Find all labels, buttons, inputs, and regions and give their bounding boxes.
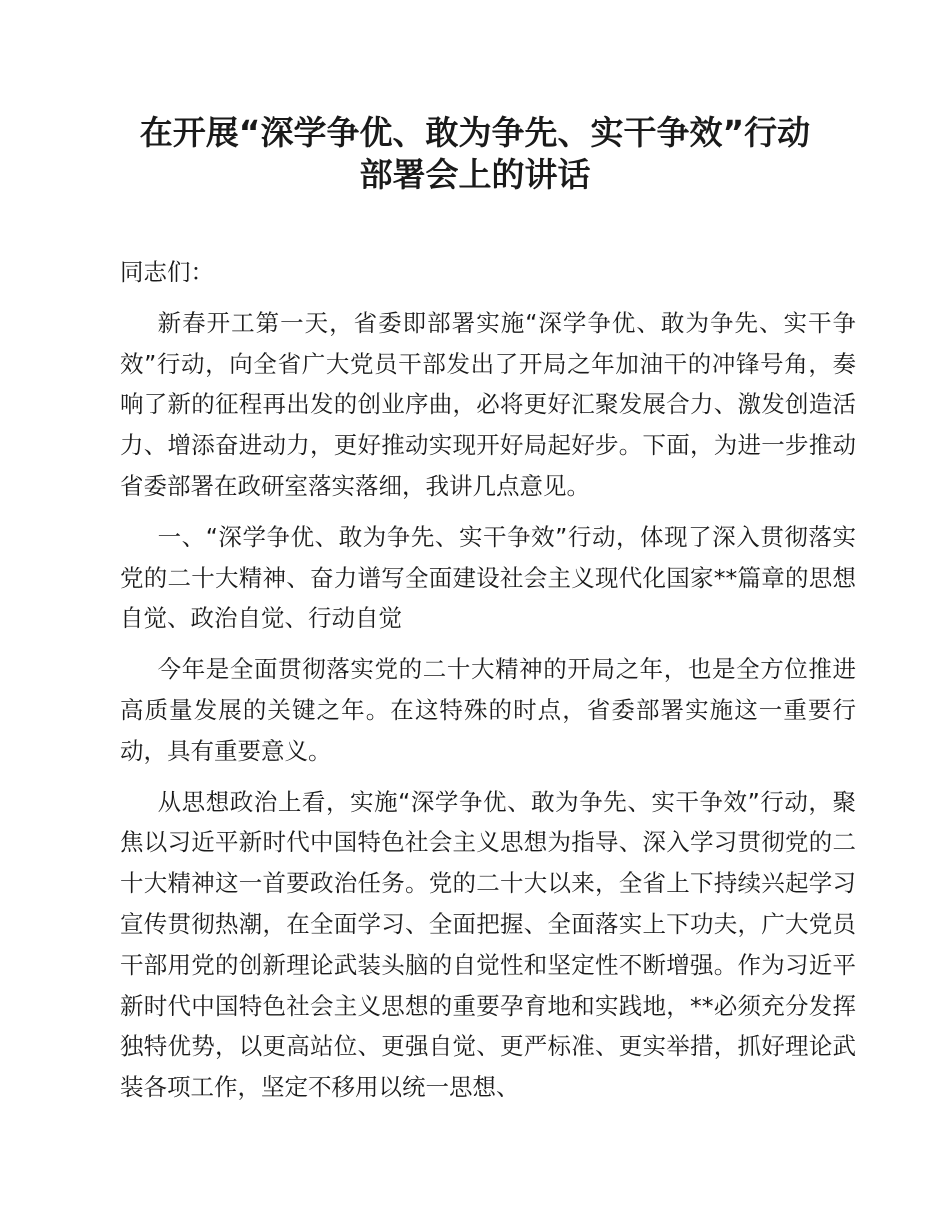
document-title-line-1: 在开展“深学争优、敢为争先、实干争效”行动 xyxy=(139,113,811,152)
paragraph-context: 今年是全面贯彻落实党的二十大精神的开局之年，也是全方位推进高质量发展的关键之年。在这特殊的时点，省委部署实施这一重要行动，具有重要意义。 xyxy=(120,655,856,765)
paragraph-political: 从思想政治上看，实施“深学争优、敢为争先、实干争效”行动，聚焦以习近平新时代中国特色社会主义思想为指导、深入学习贯彻党的二十大精神这一首要政治任务。党的二十大以来，全省上下持续兴起学习宣传贯彻热潮，在全面学习、全面把握、全面落实上下功夫，广大党员干部用党的创新理论武装头脑的自觉性和坚定性不断增强。作为习近平新时代中国特色社会主义思想的重要孕育地和实践地，**必须充分发挥独特优势，以更高站位、更强自觉、更严标准、更实举措，抓好理论武装各项工作，坚定不移用以统一思想、 xyxy=(120,787,856,1102)
paragraph-intro: 新春开工第一天，省委即部署实施“深学争优、敢为争先、实干争效”行动，向全省广大党员干部发出了开局之年加油干的冲锋号角，奏响了新的征程再出发的创业序曲，必将更好汇聚发展合力、激发创造活力、增添奋进动力，更好推动实现开好局起好步。下面，为进一步推动省委部署在政研室落实落细，我讲几点意见。 xyxy=(120,308,856,500)
document-body xyxy=(120,252,856,1118)
section-heading-one: 一、“深学争优、敢为争先、实干争效”行动，体现了深入贯彻落实党的二十大精神、奋力谱写全面建设社会主义现代化国家**篇章的思想自觉、政治自觉、行动自觉 xyxy=(120,522,856,633)
document-title-line-2: 部署会上的讲话 xyxy=(359,155,591,194)
salutation: 同志们： xyxy=(120,258,214,286)
